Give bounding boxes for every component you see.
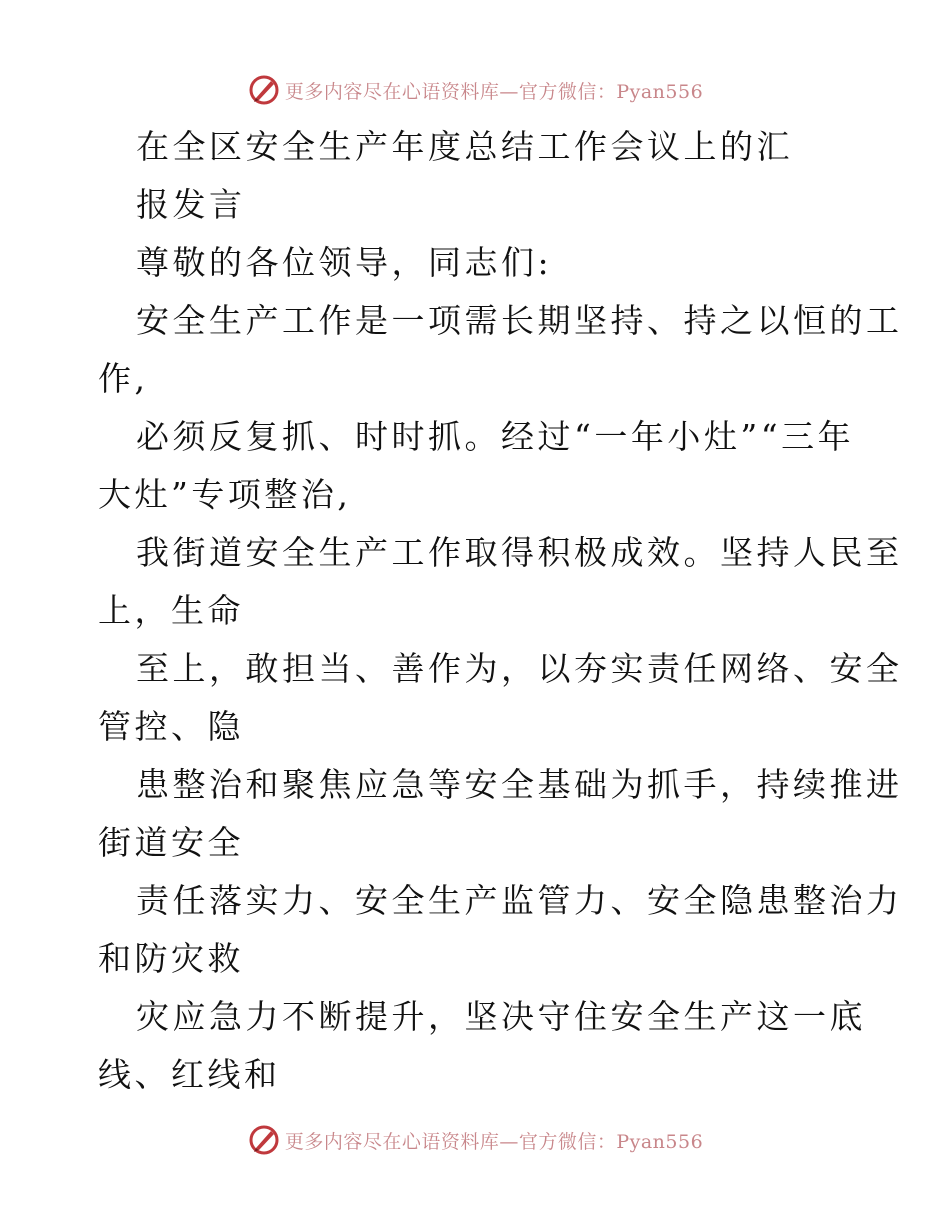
banner-text: 更多内容尽在心语资料库—官方微信：Pyan556 — [284, 1130, 704, 1153]
text-line: 安全生产工作是一项需长期坚持、持之以恒的工 — [136, 301, 903, 340]
text-line: 大灶”专项整治, — [98, 475, 352, 514]
pen-logo-icon — [247, 1123, 281, 1157]
text-line: 作, — [98, 359, 149, 398]
text-line: 灾应急力不断提升，坚决守住安全生产这一底 — [136, 997, 866, 1036]
footer-banner — [0, 1120, 950, 1160]
text-line: 至上，敢担当、善作为，以夯实责任网络、安全 — [136, 649, 903, 688]
text-line: 线、红线和 — [98, 1055, 281, 1094]
document-body — [98, 118, 903, 1104]
pen-logo-icon — [247, 73, 281, 107]
text-line: 在全区安全生产年度总结工作会议上的汇 — [136, 127, 793, 166]
text-line: 责任落实力、安全生产监管力、安全隐患整治力 — [136, 881, 903, 920]
text-line: 报发言 — [136, 185, 246, 224]
text-line: 患整治和聚焦应急等安全基础为抓手，持续推进 — [136, 765, 903, 804]
text-line: 管控、隐 — [98, 707, 244, 746]
header-banner — [0, 70, 950, 110]
text-line: 街道安全 — [98, 823, 244, 862]
text-line: 必须反复抓、时时抓。经过“一年小灶”“三年 — [136, 417, 855, 456]
text-line: 上，生命 — [98, 591, 244, 630]
banner-text: 更多内容尽在心语资料库—官方微信：Pyan556 — [284, 80, 704, 103]
text-line: 我街道安全生产工作取得积极成效。坚持人民至 — [136, 533, 903, 572]
text-line: 和防灾救 — [98, 939, 244, 978]
text-line: 尊敬的各位领导，同志们: — [136, 243, 553, 282]
